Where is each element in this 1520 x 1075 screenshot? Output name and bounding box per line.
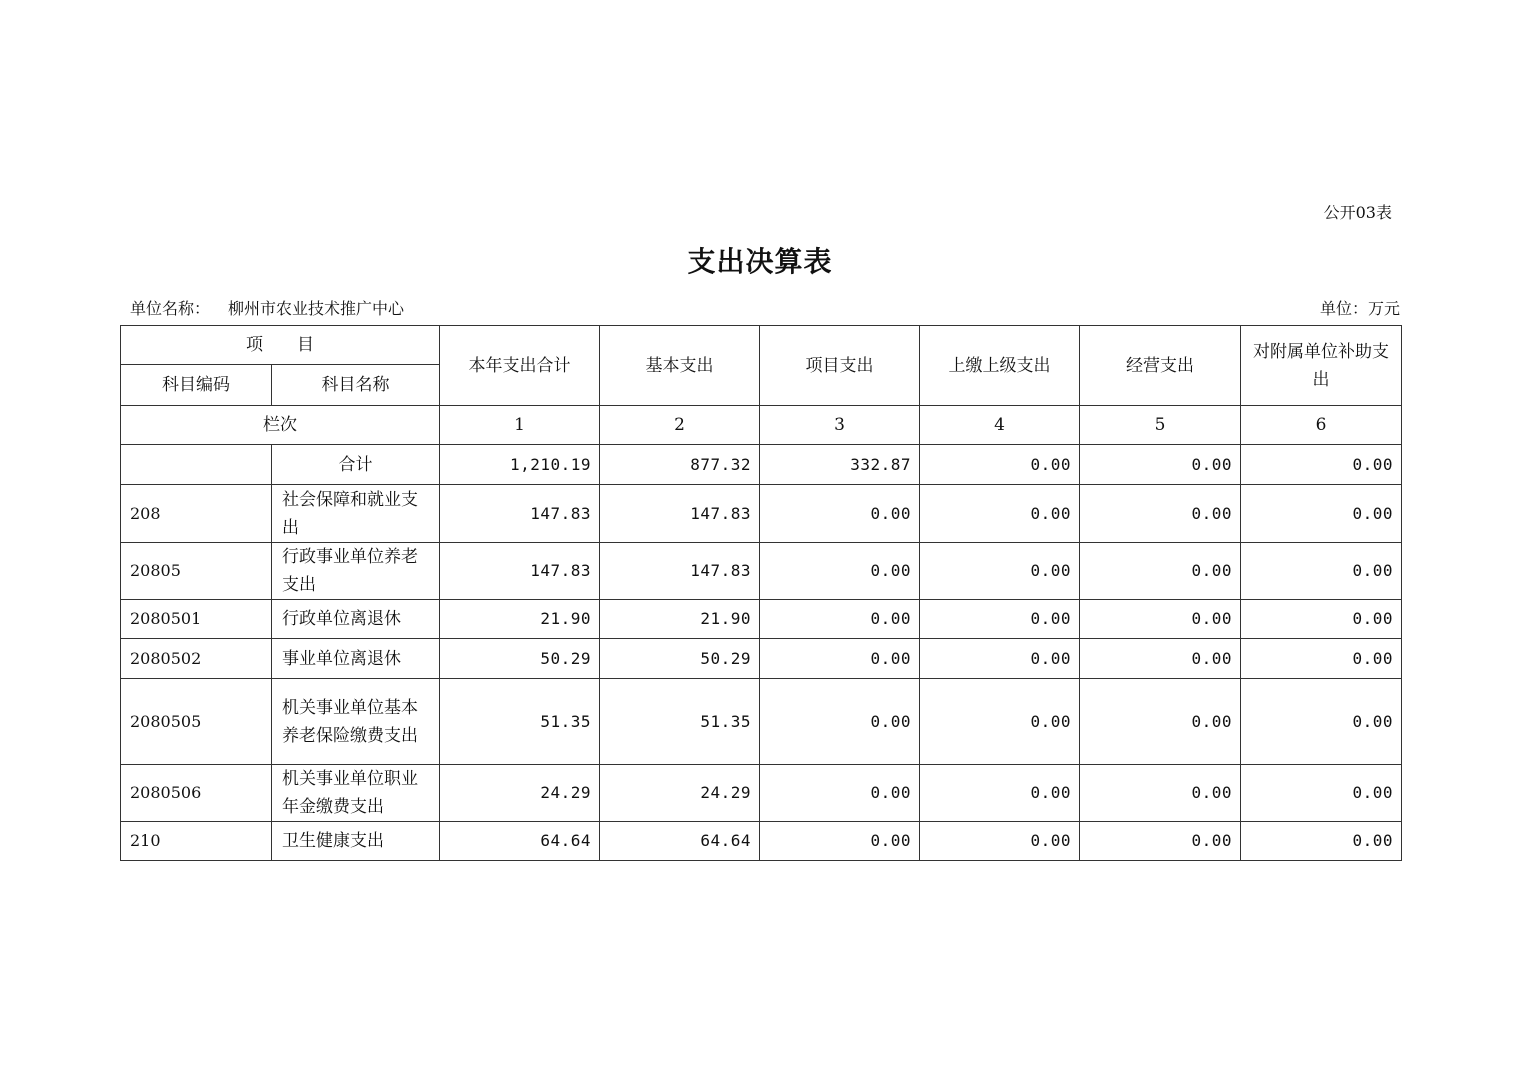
row-name: 机关事业单位职业年金缴费支出 — [272, 765, 440, 822]
row-code: 20805 — [121, 543, 272, 600]
header-total: 本年支出合计 — [440, 326, 600, 406]
row-total: 1,210.19 — [440, 445, 600, 485]
unit-name-line — [130, 296, 404, 319]
row-basic: 51.35 — [600, 679, 760, 765]
row-basic: 24.29 — [600, 765, 760, 822]
row-business: 0.00 — [1080, 822, 1241, 861]
table-row — [121, 600, 1402, 639]
header-seq-2: 2 — [600, 406, 760, 445]
row-upper: 0.00 — [920, 485, 1080, 543]
row-business: 0.00 — [1080, 543, 1241, 600]
row-project: 0.00 — [760, 543, 920, 600]
header-subsidy: 对附属单位补助支出 — [1241, 326, 1402, 406]
row-total: 50.29 — [440, 639, 600, 679]
row-upper: 0.00 — [920, 445, 1080, 485]
row-code: 210 — [121, 822, 272, 861]
row-business: 0.00 — [1080, 639, 1241, 679]
table-row — [121, 445, 1402, 485]
header-project-expense: 项目支出 — [760, 326, 920, 406]
row-subsidy: 0.00 — [1241, 485, 1402, 543]
table-row — [121, 639, 1402, 679]
header-upper: 上缴上级支出 — [920, 326, 1080, 406]
row-project: 0.00 — [760, 765, 920, 822]
row-business: 0.00 — [1080, 765, 1241, 822]
row-project: 0.00 — [760, 679, 920, 765]
table-row — [121, 679, 1402, 765]
row-project: 0.00 — [760, 485, 920, 543]
header-business: 经营支出 — [1080, 326, 1241, 406]
table-row — [121, 485, 1402, 543]
header-name: 科目名称 — [272, 365, 440, 406]
row-subsidy: 0.00 — [1241, 639, 1402, 679]
row-name: 社会保障和就业支出 — [272, 485, 440, 543]
row-name: 合计 — [272, 445, 440, 485]
header-row-1 — [121, 326, 1402, 365]
row-basic: 50.29 — [600, 639, 760, 679]
row-name: 机关事业单位基本养老保险缴费支出 — [272, 679, 440, 765]
row-basic: 147.83 — [600, 485, 760, 543]
row-code: 2080506 — [121, 765, 272, 822]
unit-label: 单位：万元 — [1319, 299, 1400, 318]
header-seq-label: 栏次 — [121, 406, 440, 445]
row-subsidy: 0.00 — [1241, 679, 1402, 765]
row-project: 0.00 — [760, 822, 920, 861]
row-business: 0.00 — [1080, 600, 1241, 639]
row-subsidy: 0.00 — [1241, 543, 1402, 600]
row-business: 0.00 — [1080, 679, 1241, 765]
row-business: 0.00 — [1080, 485, 1241, 543]
row-total: 24.29 — [440, 765, 600, 822]
row-name: 卫生健康支出 — [272, 822, 440, 861]
table-row — [121, 822, 1402, 861]
table-row — [121, 543, 1402, 600]
row-basic: 147.83 — [600, 543, 760, 600]
row-basic: 877.32 — [600, 445, 760, 485]
row-project: 332.87 — [760, 445, 920, 485]
row-project: 0.00 — [760, 600, 920, 639]
expenditure-table — [120, 325, 1402, 861]
row-code: 2080502 — [121, 639, 272, 679]
row-upper: 0.00 — [920, 679, 1080, 765]
row-subsidy: 0.00 — [1241, 822, 1402, 861]
row-name: 行政单位离退休 — [272, 600, 440, 639]
row-code: 2080505 — [121, 679, 272, 765]
row-project: 0.00 — [760, 639, 920, 679]
header-seq-6: 6 — [1241, 406, 1402, 445]
header-basic: 基本支出 — [600, 326, 760, 406]
row-business: 0.00 — [1080, 445, 1241, 485]
unit-name-value: 柳州市农业技术推广中心 — [228, 299, 405, 318]
row-upper: 0.00 — [920, 639, 1080, 679]
page-title: 支出决算表 — [687, 245, 833, 278]
row-upper: 0.00 — [920, 600, 1080, 639]
row-upper: 0.00 — [920, 765, 1080, 822]
row-subsidy: 0.00 — [1241, 445, 1402, 485]
unit-name-label: 单位名称： — [130, 299, 211, 318]
table-header — [121, 326, 1402, 445]
row-subsidy: 0.00 — [1241, 765, 1402, 822]
table-body — [121, 445, 1402, 861]
header-seq-row — [121, 406, 1402, 445]
header-seq-3: 3 — [760, 406, 920, 445]
row-name: 行政事业单位养老支出 — [272, 543, 440, 600]
row-total: 147.83 — [440, 485, 600, 543]
row-code: 2080501 — [121, 600, 272, 639]
row-name: 事业单位离退休 — [272, 639, 440, 679]
header-project: 项 目 — [121, 326, 440, 365]
row-total: 51.35 — [440, 679, 600, 765]
table-row — [121, 765, 1402, 822]
row-total: 21.90 — [440, 600, 600, 639]
row-subsidy: 0.00 — [1241, 600, 1402, 639]
form-number: 公开03表 — [1323, 203, 1392, 222]
row-code — [121, 445, 272, 485]
header-code: 科目编码 — [121, 365, 272, 406]
row-total: 147.83 — [440, 543, 600, 600]
row-code: 208 — [121, 485, 272, 543]
header-seq-4: 4 — [920, 406, 1080, 445]
row-upper: 0.00 — [920, 543, 1080, 600]
header-seq-1: 1 — [440, 406, 600, 445]
row-upper: 0.00 — [920, 822, 1080, 861]
row-total: 64.64 — [440, 822, 600, 861]
row-basic: 21.90 — [600, 600, 760, 639]
header-seq-5: 5 — [1080, 406, 1241, 445]
row-basic: 64.64 — [600, 822, 760, 861]
